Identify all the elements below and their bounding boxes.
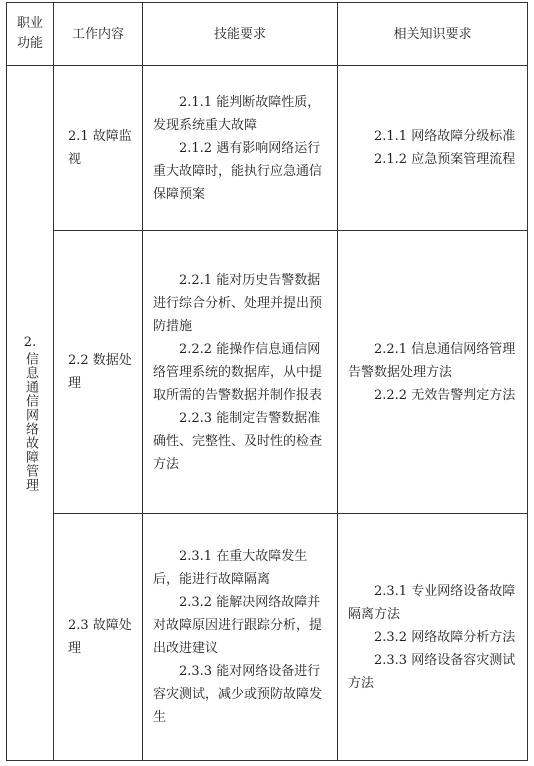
knowledge-cell-row-3	[338, 514, 527, 760]
knowledge-item: 2.3.2 网络故障分析方法	[374, 629, 516, 645]
work-item-label: 2.3 故障处理	[68, 618, 132, 656]
knowledge-item: 2.2.2 无效告警判定方法	[374, 387, 516, 403]
function-name: 信息通信网络故障管理	[23, 352, 38, 492]
header-function: 职业 功能	[16, 16, 43, 51]
skill-item: 2.3.1 在重大故障发生后，能进行故障隔离	[153, 549, 308, 587]
work-item-label: 2.2 数据处理	[68, 353, 132, 391]
skill-item: 2.1.1 能判断故障性质，发现系统重大故障	[153, 94, 321, 133]
work-item-fault-monitoring	[54, 66, 142, 230]
skills-cell-row-1	[143, 66, 337, 230]
skill-item: 2.3.3 能对网络设备进行容灾测试，减少或预防故障发生	[153, 664, 323, 725]
function-cell	[7, 66, 53, 760]
knowledge-item: 2.1.2 应急预案管理流程	[374, 152, 516, 167]
skills-cell-row-2	[143, 231, 337, 513]
table-border-bottom	[6, 760, 528, 761]
knowledge-item: 2.3.3 网络设备容灾测试方法	[348, 652, 516, 691]
header-knowledge-requirements: 相关知识要求	[393, 26, 472, 42]
skills-cell-row-3	[143, 514, 337, 760]
skill-item: 2.2.1 能对历史告警数据进行综合分析、处理并提出预防措施	[153, 272, 323, 334]
header-work-content: 工作内容	[71, 26, 124, 42]
work-item-data-processing	[54, 231, 142, 513]
skill-item: 2.1.2 遇有影响网络运行重大故障时，能执行应急通信保障预案	[153, 140, 323, 202]
knowledge-item: 2.1.1 网络故障分级标准	[374, 129, 516, 144]
function-number: 2.	[23, 335, 37, 350]
knowledge-cell-row-1	[338, 66, 527, 230]
knowledge-cell-row-2	[338, 231, 527, 513]
skill-item: 2.3.2 能解决网络故障并对故障原因进行跟踪分析，提出改进建议	[153, 595, 323, 656]
header-skill-requirements: 技能要求	[213, 26, 266, 42]
knowledge-item: 2.2.1 信息通信网络管理告警数据处理方法	[348, 341, 516, 380]
table-border-right	[527, 2, 528, 761]
skill-item: 2.2.3 能制定告警数据准确性、完整性、及时性的检查方法	[153, 410, 323, 472]
work-item-label: 2.1 故障监视	[68, 129, 132, 167]
skill-item: 2.2.2 能操作信息通信网络管理系统的数据库，从中提取所需的告警数据并制作报表	[153, 341, 323, 403]
work-item-fault-handling	[54, 514, 142, 760]
knowledge-item: 2.3.1 专业网络设备故障隔离方法	[348, 583, 516, 622]
